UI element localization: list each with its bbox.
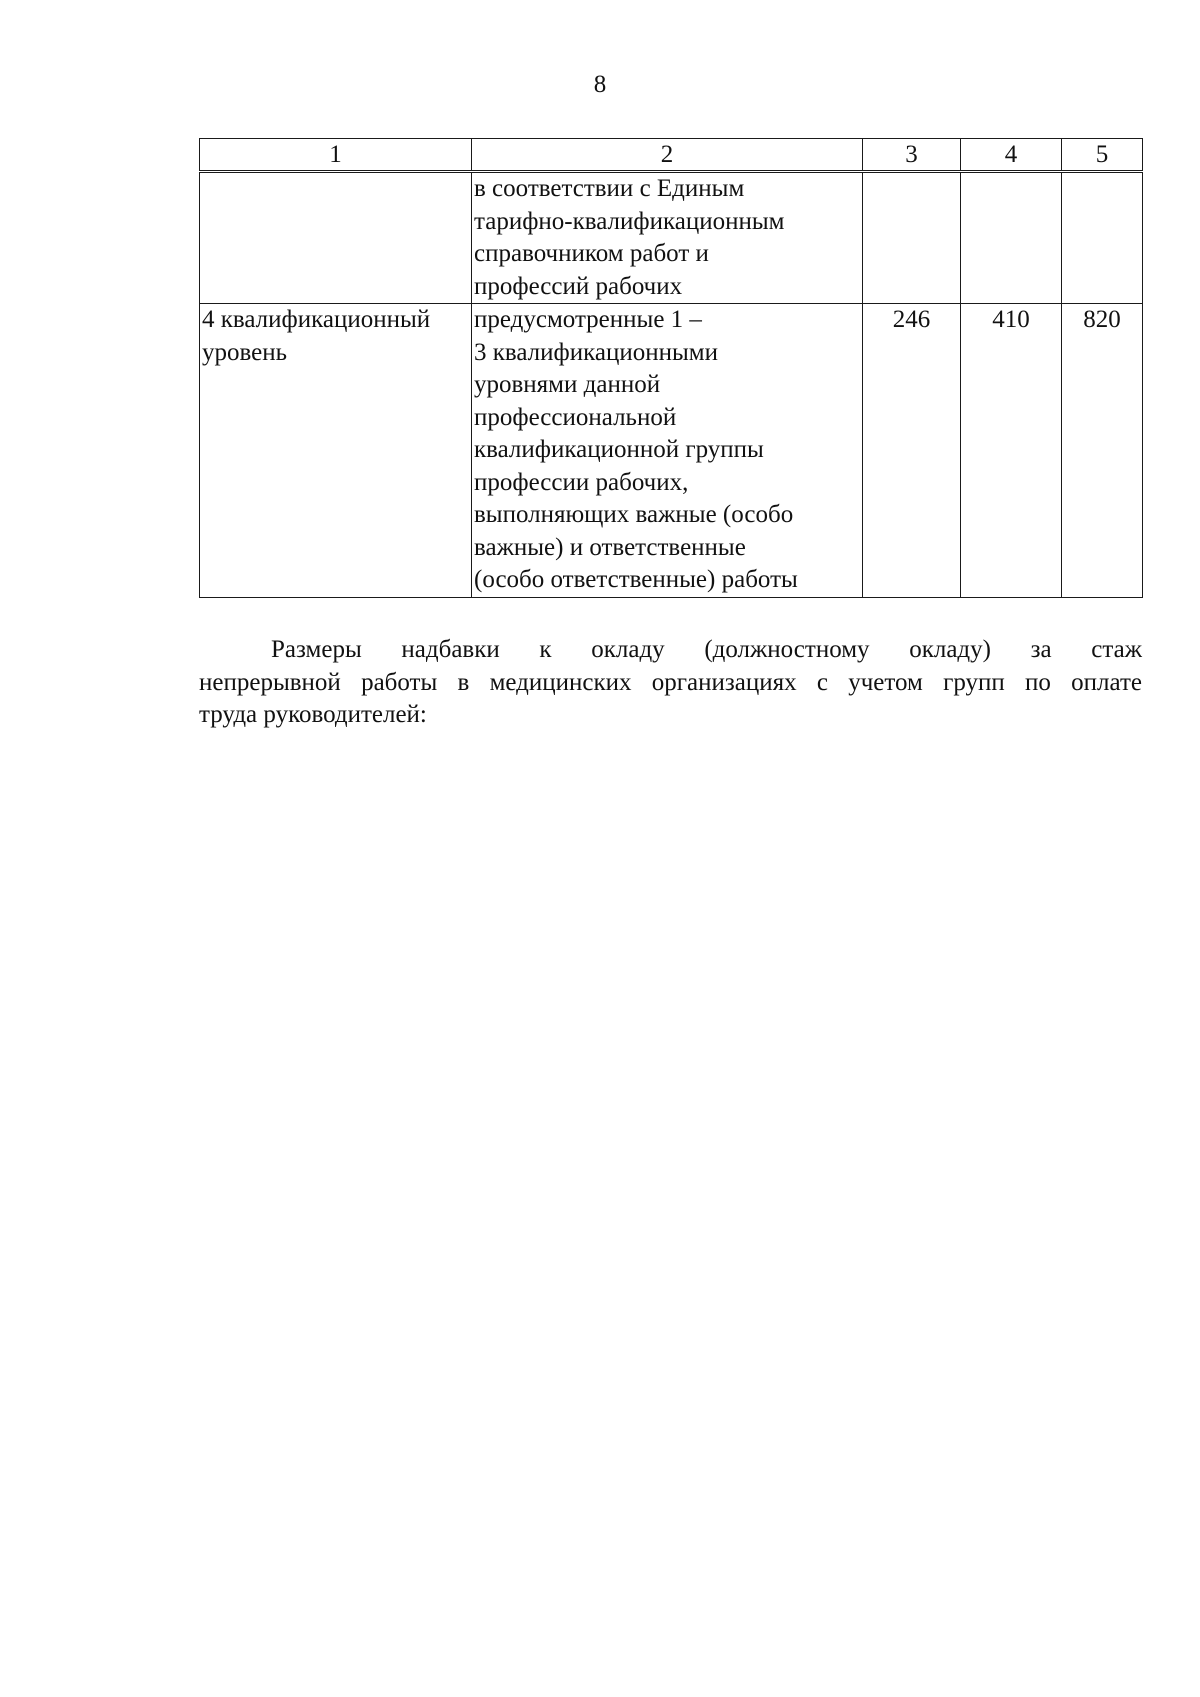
description-line: квалификационной группы <box>474 436 764 463</box>
description-line: профессиональной <box>474 403 677 431</box>
description-line: в соответствии с Единым <box>474 175 745 202</box>
level-line: 4 квалификационный <box>202 306 431 333</box>
paragraph-line: Размеры надбавки к окладу (должностному окладу) за стаж <box>271 636 1142 663</box>
description-line: тарифно-квалификационным <box>474 207 785 235</box>
table-header-row <box>200 139 1143 172</box>
description-line: уровнями данной <box>474 371 661 398</box>
description-line: профессий рабочих <box>474 272 683 300</box>
value-cell-4 <box>961 172 1062 304</box>
level-cell <box>200 304 472 598</box>
header-cell-2: 2 <box>472 139 863 172</box>
description-line: (особо ответственные) работы <box>474 566 798 593</box>
value-cell-3 <box>863 172 961 304</box>
header-cell-3: 3 <box>863 139 961 172</box>
description-cell <box>472 172 863 304</box>
table-row <box>200 172 1143 304</box>
description-line: предусмотренные 1 – <box>474 306 702 333</box>
description-line: выполняющих важные (особо <box>474 501 794 528</box>
level-line: уровень <box>202 338 288 366</box>
value-cell-5: 820 <box>1062 304 1143 598</box>
value-cell-4: 410 <box>961 304 1062 598</box>
level-cell <box>200 172 472 304</box>
table-row <box>200 304 1143 598</box>
description-cell <box>472 304 863 598</box>
qualification-table <box>199 138 1143 598</box>
header-cell-1: 1 <box>200 139 472 172</box>
description-line: 3 квалификационными <box>474 338 718 366</box>
value-cell-5 <box>1062 172 1143 304</box>
value-cell-3: 246 <box>863 304 961 598</box>
page-number: 8 <box>593 71 607 98</box>
paragraph-line: непрерывной работы в медицинских организациях с учетом групп по оплате <box>199 668 1142 696</box>
paragraph-line: труда руководителей: <box>199 701 427 728</box>
description-line: важные) и ответственные <box>474 533 746 561</box>
description-line: справочником работ и <box>474 240 709 267</box>
body-paragraph <box>199 634 1142 732</box>
header-cell-5: 5 <box>1062 139 1143 172</box>
header-cell-4: 4 <box>961 139 1062 172</box>
description-line: профессии рабочих, <box>474 468 689 496</box>
